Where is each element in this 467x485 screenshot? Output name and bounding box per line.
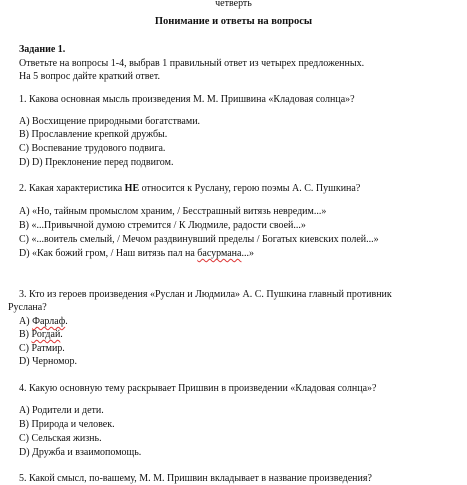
q3-option-b-end: . <box>60 329 63 340</box>
question-3-line-1: 3. Кто из героев произведения «Руслан и Людмила» А. С. Пушкина главный противник <box>19 289 392 300</box>
q3-option-d-text: Черномор. <box>32 356 77 367</box>
q3-option-d-label: D) <box>19 356 33 367</box>
q4-option-b: B) Природа и человек. <box>19 419 115 430</box>
header-quarter: четверть <box>215 0 252 9</box>
q3-option-a <box>19 316 68 328</box>
q3-option-c <box>19 343 65 355</box>
q1-option-c: C) Воспевание трудового подвига. <box>19 143 166 154</box>
spellcheck-word: басурмана <box>197 248 242 259</box>
q1-option-d: D) D) Преклонение перед подвигом. <box>19 157 174 168</box>
question-2-text-after: относится к Руслану, герою поэмы А. С. Пушкина? <box>139 183 361 194</box>
q2-option-b: B) «...Привычной думою стремится / К Людмиле, радости своей...» <box>19 220 306 231</box>
q2-option-d-end: ...» <box>241 248 254 259</box>
task-label: Задание 1. <box>19 44 66 55</box>
q2-option-d <box>19 248 254 260</box>
q4-option-c: C) Сельская жизнь. <box>19 433 102 444</box>
question-1: 1. Какова основная мысль произведения М. М. Пришвина «Кладовая солнца»? <box>19 94 355 105</box>
q3-option-c-label: C) <box>19 343 32 354</box>
q2-option-d-text: D) «Как божий гром, / Наш витязь пал на <box>19 248 198 259</box>
q3-option-b <box>19 329 63 341</box>
q3-option-c-text: Ратмир. <box>31 343 65 354</box>
question-4: 4. Какую основную тему раскрывает Пришвин в произведении «Кладовая солнца»? <box>19 383 377 394</box>
q3-option-a-label: A) <box>19 316 33 327</box>
task-instruction-2: На 5 вопрос дайте краткий ответ. <box>19 71 160 82</box>
q1-option-b: B) Прославление крепкой дружбы. <box>19 129 168 140</box>
q1-option-a: A) Восхищение природными богатствами. <box>19 116 201 127</box>
q2-option-a: A) «Но, тайным промыслом храним, / Бесстрашный витязь невредим...» <box>19 206 327 217</box>
task-instruction-1: Ответьте на вопросы 1-4, выбрав 1 правильный ответ из четырех предложенных. <box>19 58 365 69</box>
q3-option-b-label: B) <box>19 329 32 340</box>
q4-option-d: D) Дружба и взаимопомощь. <box>19 447 142 458</box>
spellcheck-word: Рогдай <box>31 329 61 340</box>
q4-option-a: A) Родители и дети. <box>19 405 104 416</box>
question-2 <box>19 183 360 195</box>
q3-option-a-end: . <box>65 316 68 327</box>
question-5: 5. Какой смысл, по-вашему, М. М. Пришвин вкладывает в название произведения? <box>19 473 372 484</box>
page-title: Понимание и ответы на вопросы <box>154 16 313 27</box>
question-2-emphasis: НЕ <box>124 183 140 194</box>
question-3-line-2: Руслана? <box>8 302 47 313</box>
q3-option-d <box>19 356 77 368</box>
spellcheck-word: Фарлаф <box>32 316 66 327</box>
question-2-text-before: 2. Какая характеристика <box>19 183 125 194</box>
q2-option-c: C) «...воитель смелый, / Мечом раздвинувший пределы / Богатых киевских полей...» <box>19 234 379 245</box>
